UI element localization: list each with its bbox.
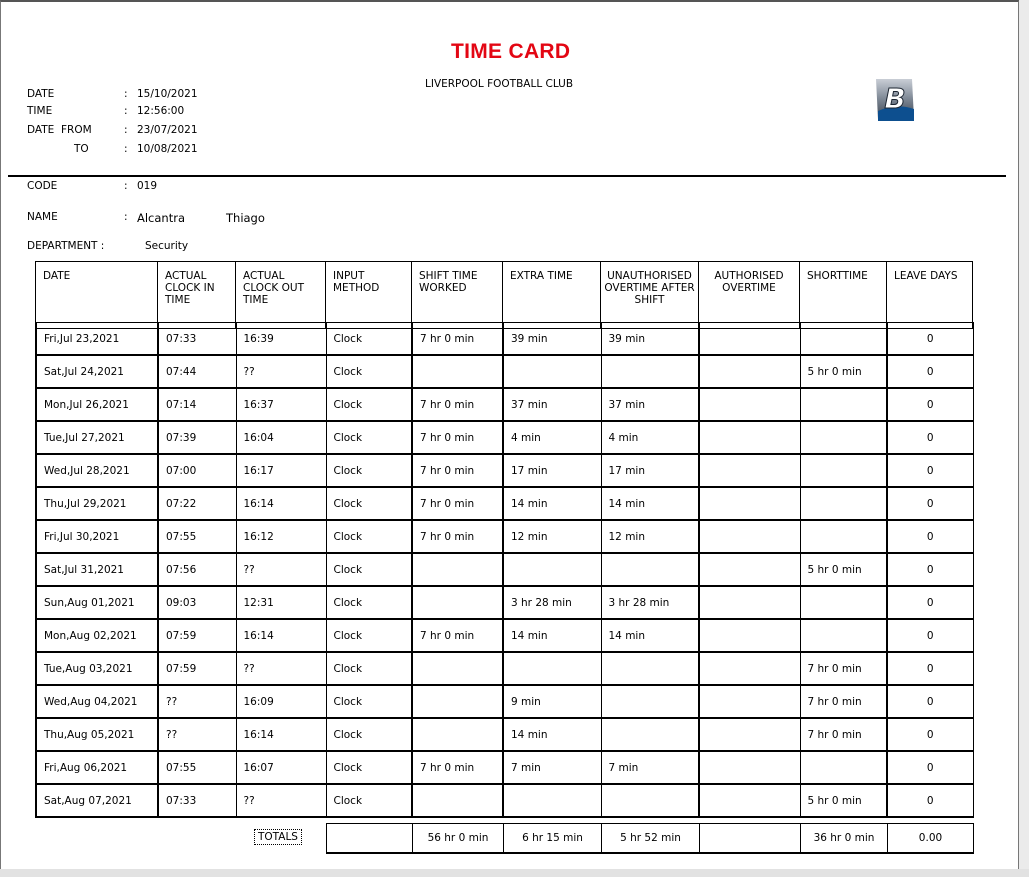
- club-name: LIVERPOOL FOOTBALL CLUB: [425, 78, 574, 90]
- meta-date-value: 15/10/2021: [137, 88, 198, 100]
- table-row: [36, 586, 973, 619]
- cell-clock-in: 07:00: [158, 454, 236, 487]
- cell-shorttime: [800, 751, 887, 784]
- report-meta: [1, 88, 261, 168]
- header-shift-time: SHIFT TIME WORKED: [412, 262, 503, 329]
- cell-extra-time: 9 min: [503, 685, 601, 718]
- total-unauthorised-overtime: 5 hr 52 min: [602, 824, 700, 854]
- cell-unauthorised-overtime: 12 min: [601, 520, 699, 553]
- cell-clock-in: 07:22: [158, 487, 236, 520]
- name-label: NAME: [27, 211, 58, 223]
- cell-clock-in: 07:14: [158, 388, 236, 421]
- cell-clock-out: 16:39: [236, 323, 326, 356]
- cell-unauthorised-overtime: 7 min: [601, 751, 699, 784]
- cell-clock-out: 12:31: [236, 586, 326, 619]
- cell-leave-days: 0: [887, 388, 973, 421]
- cell-authorised-overtime: [699, 355, 800, 388]
- header-shorttime: SHORTTIME: [800, 262, 887, 329]
- cell-shift-time: [412, 355, 503, 388]
- timecard-table: [35, 322, 974, 818]
- cell-shift-time: 7 hr 0 min: [412, 487, 503, 520]
- cell-clock-out: ??: [236, 355, 326, 388]
- cell-unauthorised-overtime: 3 hr 28 min: [601, 586, 699, 619]
- cell-input-method: Clock: [326, 421, 412, 454]
- cell-authorised-overtime: [699, 454, 800, 487]
- cell-date: Tue,Jul 27,2021: [36, 421, 158, 454]
- cell-input-method: Clock: [326, 652, 412, 685]
- cell-authorised-overtime: [699, 784, 800, 817]
- cell-extra-time: 12 min: [503, 520, 601, 553]
- cell-input-method: Clock: [326, 586, 412, 619]
- cell-unauthorised-overtime: 39 min: [601, 323, 699, 356]
- cell-clock-in: 07:56: [158, 553, 236, 586]
- meta-time-label: TIME: [27, 105, 53, 117]
- cell-date: Thu,Jul 29,2021: [36, 487, 158, 520]
- total-extra-time: 6 hr 15 min: [504, 824, 602, 854]
- cell-unauthorised-overtime: 14 min: [601, 487, 699, 520]
- cell-unauthorised-overtime: 14 min: [601, 619, 699, 652]
- cell-authorised-overtime: [699, 487, 800, 520]
- header-extra-time: EXTRA TIME: [503, 262, 601, 329]
- cell-unauthorised-overtime: [601, 718, 699, 751]
- cell-date: Sat,Jul 31,2021: [36, 553, 158, 586]
- cell-leave-days: 0: [887, 619, 973, 652]
- cell-date: Sat,Aug 07,2021: [36, 784, 158, 817]
- table-row: [36, 553, 973, 586]
- cell-clock-in: 07:59: [158, 652, 236, 685]
- cell-shorttime: [800, 487, 887, 520]
- table-row: [36, 652, 973, 685]
- table-row: [36, 487, 973, 520]
- cell-date: Fri,Aug 06,2021: [36, 751, 158, 784]
- cell-shift-time: 7 hr 0 min: [412, 323, 503, 356]
- table-row: [36, 323, 973, 356]
- cell-date: Fri,Jul 23,2021: [36, 323, 158, 356]
- cell-shorttime: 5 hr 0 min: [800, 784, 887, 817]
- cell-shift-time: [412, 784, 503, 817]
- table-row: [36, 454, 973, 487]
- meta-date-from-label: DATE FROM: [27, 124, 92, 136]
- cell-clock-in: 09:03: [158, 586, 236, 619]
- name-first: Alcantra: [137, 211, 186, 225]
- cell-extra-time: [503, 355, 601, 388]
- meta-colon: :: [124, 88, 128, 100]
- totals-row: [326, 823, 974, 854]
- meta-date-from-value: 23/07/2021: [137, 124, 198, 136]
- cell-clock-out: ??: [236, 652, 326, 685]
- department-label: DEPARTMENT :: [27, 240, 105, 252]
- cell-extra-time: 14 min: [503, 718, 601, 751]
- cell-date: Fri,Jul 30,2021: [36, 520, 158, 553]
- code-colon: :: [124, 180, 128, 192]
- meta-date-label: DATE: [27, 88, 55, 100]
- cell-shorttime: 7 hr 0 min: [800, 718, 887, 751]
- cell-leave-days: 0: [887, 520, 973, 553]
- cell-extra-time: 4 min: [503, 421, 601, 454]
- cell-shorttime: 5 hr 0 min: [800, 355, 887, 388]
- cell-authorised-overtime: [699, 323, 800, 356]
- cell-input-method: Clock: [326, 323, 412, 356]
- horizontal-scrollbar[interactable]: [0, 869, 1029, 877]
- total-input-method: [327, 824, 413, 854]
- cell-clock-out: 16:14: [236, 718, 326, 751]
- cell-shift-time: 7 hr 0 min: [412, 520, 503, 553]
- cell-shift-time: 7 hr 0 min: [412, 388, 503, 421]
- cell-leave-days: 0: [887, 586, 973, 619]
- cell-leave-days: 0: [887, 355, 973, 388]
- cell-extra-time: 7 min: [503, 751, 601, 784]
- header-input-method: INPUT METHOD: [326, 262, 412, 329]
- cell-authorised-overtime: [699, 751, 800, 784]
- cell-unauthorised-overtime: [601, 784, 699, 817]
- cell-extra-time: [503, 652, 601, 685]
- cell-extra-time: 37 min: [503, 388, 601, 421]
- cell-unauthorised-overtime: [601, 685, 699, 718]
- cell-shorttime: [800, 586, 887, 619]
- meta-colon: :: [124, 143, 128, 155]
- meta-date-to-value: 10/08/2021: [137, 143, 198, 155]
- table-row: [36, 784, 973, 817]
- cell-date: Thu,Aug 05,2021: [36, 718, 158, 751]
- cell-clock-out: 16:14: [236, 487, 326, 520]
- cell-leave-days: 0: [887, 323, 973, 356]
- cell-shift-time: [412, 652, 503, 685]
- cell-input-method: Clock: [326, 487, 412, 520]
- cell-date: Tue,Aug 03,2021: [36, 652, 158, 685]
- cell-date: Wed,Jul 28,2021: [36, 454, 158, 487]
- cell-shift-time: [412, 553, 503, 586]
- cell-leave-days: 0: [887, 685, 973, 718]
- header-clock-in: ACTUAL CLOCK IN TIME: [158, 262, 236, 329]
- totals-label: TOTALS: [254, 829, 302, 845]
- cell-leave-days: 0: [887, 784, 973, 817]
- cell-authorised-overtime: [699, 619, 800, 652]
- cell-extra-time: 14 min: [503, 487, 601, 520]
- cell-clock-out: 16:07: [236, 751, 326, 784]
- cell-input-method: Clock: [326, 619, 412, 652]
- cell-clock-in: 07:33: [158, 784, 236, 817]
- cell-input-method: Clock: [326, 388, 412, 421]
- cell-date: Sat,Jul 24,2021: [36, 355, 158, 388]
- cell-clock-in: 07:55: [158, 751, 236, 784]
- cell-input-method: Clock: [326, 520, 412, 553]
- cell-shift-time: 7 hr 0 min: [412, 619, 503, 652]
- cell-shorttime: [800, 388, 887, 421]
- cell-shift-time: 7 hr 0 min: [412, 751, 503, 784]
- cell-shorttime: [800, 520, 887, 553]
- cell-clock-in: 07:59: [158, 619, 236, 652]
- cell-date: Mon,Aug 02,2021: [36, 619, 158, 652]
- cell-input-method: Clock: [326, 751, 412, 784]
- meta-colon: :: [124, 105, 128, 117]
- cell-shift-time: [412, 718, 503, 751]
- meta-date-to-label: TO: [74, 143, 89, 155]
- cell-unauthorised-overtime: 37 min: [601, 388, 699, 421]
- cell-date: Sun,Aug 01,2021: [36, 586, 158, 619]
- cell-unauthorised-overtime: [601, 553, 699, 586]
- table-header: [35, 261, 973, 329]
- cell-shift-time: 7 hr 0 min: [412, 421, 503, 454]
- cell-leave-days: 0: [887, 652, 973, 685]
- cell-extra-time: 3 hr 28 min: [503, 586, 601, 619]
- cell-clock-in: 07:33: [158, 323, 236, 356]
- cell-shorttime: 7 hr 0 min: [800, 685, 887, 718]
- name-colon: :: [124, 211, 128, 223]
- meta-colon: :: [124, 124, 128, 136]
- cell-clock-out: 16:12: [236, 520, 326, 553]
- cell-clock-in: 07:39: [158, 421, 236, 454]
- report-title: TIME CARD: [451, 40, 571, 63]
- cell-date: Wed,Aug 04,2021: [36, 685, 158, 718]
- cell-leave-days: 0: [887, 421, 973, 454]
- cell-shorttime: [800, 323, 887, 356]
- cell-date: Mon,Jul 26,2021: [36, 388, 158, 421]
- cell-leave-days: 0: [887, 751, 973, 784]
- cell-shorttime: [800, 421, 887, 454]
- header-unauthorised-overtime: UNAUTHORISED OVERTIME AFTER SHIFT: [601, 262, 699, 329]
- cell-input-method: Clock: [326, 355, 412, 388]
- b-monogram-logo-icon: [872, 75, 918, 127]
- cell-clock-out: ??: [236, 784, 326, 817]
- cell-clock-out: 16:37: [236, 388, 326, 421]
- cell-authorised-overtime: [699, 520, 800, 553]
- svg-text:B: B: [884, 82, 906, 115]
- cell-shift-time: 7 hr 0 min: [412, 454, 503, 487]
- cell-leave-days: 0: [887, 454, 973, 487]
- total-authorised-overtime: [700, 824, 801, 854]
- header-divider: [8, 175, 1006, 177]
- cell-clock-out: 16:14: [236, 619, 326, 652]
- cell-authorised-overtime: [699, 652, 800, 685]
- total-leave-days: 0.00: [888, 824, 974, 854]
- cell-clock-in: ??: [158, 718, 236, 751]
- cell-extra-time: [503, 784, 601, 817]
- cell-extra-time: 39 min: [503, 323, 601, 356]
- name-last: Thiago: [226, 211, 265, 225]
- cell-clock-in: 07:55: [158, 520, 236, 553]
- cell-shift-time: [412, 685, 503, 718]
- cell-input-method: Clock: [326, 454, 412, 487]
- header-authorised-overtime: AUTHORISED OVERTIME: [699, 262, 800, 329]
- cell-clock-out: 16:04: [236, 421, 326, 454]
- cell-authorised-overtime: [699, 685, 800, 718]
- cell-authorised-overtime: [699, 421, 800, 454]
- table-row: [36, 685, 973, 718]
- header-date: DATE: [36, 262, 158, 329]
- cell-leave-days: 0: [887, 487, 973, 520]
- cell-unauthorised-overtime: 4 min: [601, 421, 699, 454]
- cell-shorttime: 7 hr 0 min: [800, 652, 887, 685]
- cell-clock-out: 16:09: [236, 685, 326, 718]
- table-row: [36, 619, 973, 652]
- cell-authorised-overtime: [699, 388, 800, 421]
- meta-time-value: 12:56:00: [137, 105, 185, 117]
- header-leave-days: LEAVE DAYS: [887, 262, 973, 329]
- cell-input-method: Clock: [326, 553, 412, 586]
- cell-authorised-overtime: [699, 553, 800, 586]
- table-row: [36, 718, 973, 751]
- cell-input-method: Clock: [326, 784, 412, 817]
- table-row: [36, 421, 973, 454]
- cell-extra-time: 17 min: [503, 454, 601, 487]
- cell-extra-time: [503, 553, 601, 586]
- timecard-rows: [36, 323, 973, 818]
- table-row: [36, 355, 973, 388]
- total-shift-time: 56 hr 0 min: [413, 824, 504, 854]
- cell-clock-in: 07:44: [158, 355, 236, 388]
- cell-clock-in: ??: [158, 685, 236, 718]
- department-value: Security: [145, 240, 189, 252]
- header-clock-out: ACTUAL CLOCK OUT TIME: [236, 262, 326, 329]
- cell-input-method: Clock: [326, 718, 412, 751]
- code-label: CODE: [27, 180, 58, 192]
- total-shorttime: 36 hr 0 min: [801, 824, 888, 854]
- table-row: [36, 520, 973, 553]
- cell-authorised-overtime: [699, 586, 800, 619]
- cell-unauthorised-overtime: [601, 355, 699, 388]
- cell-authorised-overtime: [699, 718, 800, 751]
- table-row: [36, 388, 973, 421]
- cell-clock-out: ??: [236, 553, 326, 586]
- code-value: 019: [137, 180, 158, 192]
- cell-clock-out: 16:17: [236, 454, 326, 487]
- cell-leave-days: 0: [887, 553, 973, 586]
- cell-shift-time: [412, 586, 503, 619]
- table-row: [36, 751, 973, 784]
- cell-shorttime: 5 hr 0 min: [800, 553, 887, 586]
- cell-extra-time: 14 min: [503, 619, 601, 652]
- cell-unauthorised-overtime: [601, 652, 699, 685]
- cell-input-method: Clock: [326, 685, 412, 718]
- cell-shorttime: [800, 454, 887, 487]
- cell-unauthorised-overtime: 17 min: [601, 454, 699, 487]
- cell-leave-days: 0: [887, 718, 973, 751]
- cell-shorttime: [800, 619, 887, 652]
